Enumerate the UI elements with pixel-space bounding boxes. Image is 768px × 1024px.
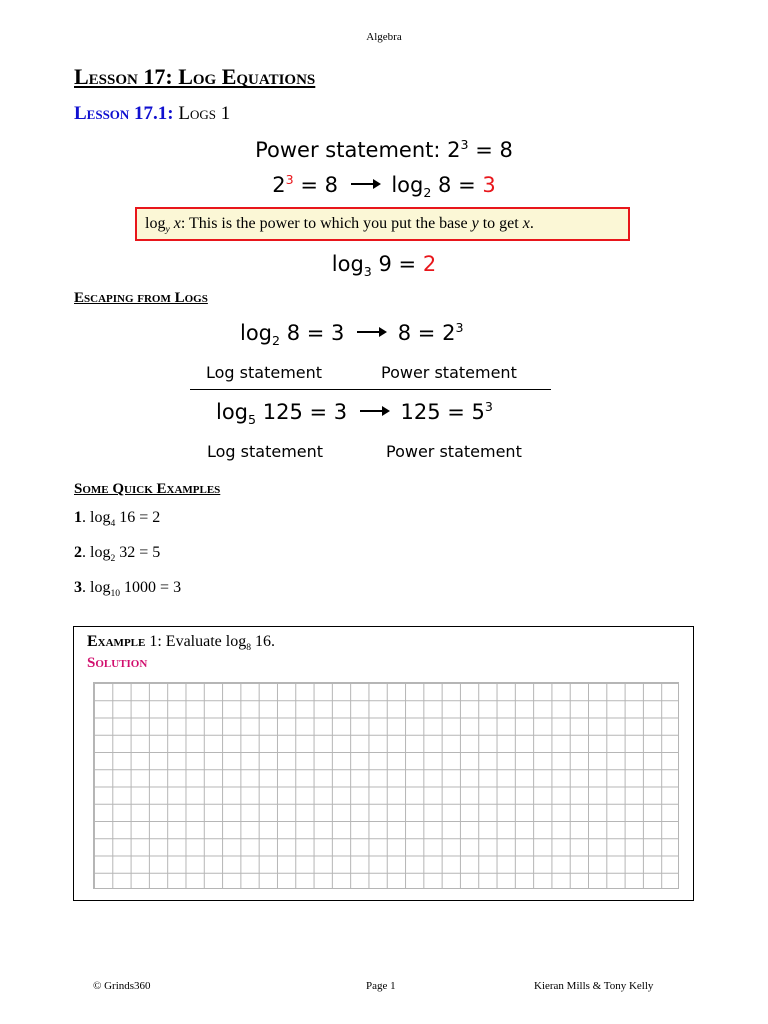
conv-log-base: 2 bbox=[423, 185, 432, 201]
escape-row2 bbox=[216, 399, 493, 428]
conv-log: log bbox=[391, 173, 424, 197]
quick-examples-heading: Some Quick Examples bbox=[74, 481, 221, 497]
row1-left: 8 = 3 bbox=[286, 321, 345, 345]
arrow-icon bbox=[360, 410, 388, 412]
power-statement bbox=[0, 138, 768, 162]
def-log: log bbox=[145, 215, 166, 232]
subsection-number: Lesson 17.1: bbox=[74, 103, 174, 124]
row1-exp: 3 bbox=[455, 320, 464, 335]
row2-base: 5 bbox=[248, 412, 257, 428]
row2-label-left: Log statement bbox=[207, 442, 324, 461]
example-log: log bbox=[225, 633, 247, 650]
qe1-num: 1 bbox=[74, 509, 82, 526]
qe1-base: 4 bbox=[110, 518, 116, 530]
qe3-rest: 1000 = 3 bbox=[124, 579, 182, 596]
conv-exp: 3 bbox=[285, 172, 294, 187]
qe2-num: 2 bbox=[74, 544, 82, 561]
lesson-title: Lesson 17: Log Equations bbox=[74, 64, 316, 89]
quick-example-1: 1. $\log_4 16 = 2$ bbox=[74, 509, 161, 530]
subsection-heading bbox=[74, 103, 230, 125]
arrow-icon bbox=[357, 331, 385, 333]
example-num: 1 bbox=[149, 633, 158, 650]
log3-example bbox=[0, 252, 768, 280]
quick-example-2: 2. $\log_2 32 = 5$ bbox=[74, 544, 161, 565]
power-base: 2 bbox=[447, 138, 461, 162]
footer-left: © Grinds360 bbox=[93, 980, 151, 992]
def-var: x bbox=[173, 215, 181, 232]
row1-log: log bbox=[240, 321, 273, 345]
row1-label-left: Log statement bbox=[206, 363, 323, 382]
running-header: Algebra bbox=[366, 31, 402, 43]
row2-left: 125 = 3 bbox=[262, 400, 348, 424]
def-base-var: y bbox=[471, 215, 479, 232]
example-text: : Evaluate bbox=[157, 633, 222, 650]
footer-center: Page 1 bbox=[366, 980, 396, 992]
def-text-b: to get bbox=[482, 215, 519, 232]
quick-example-3: 3. $\log_{10} 1000 = 3$ bbox=[74, 579, 182, 600]
example-heading bbox=[87, 633, 276, 654]
conv-answer: 3 bbox=[482, 173, 496, 197]
conv-log-arg: 8 = bbox=[438, 173, 476, 197]
qe1-rest: 16 = 2 bbox=[119, 509, 161, 526]
def-sub: y bbox=[165, 224, 170, 236]
row2-log: log bbox=[216, 400, 249, 424]
log3-arg: 9 = bbox=[378, 252, 417, 276]
definition-box bbox=[135, 207, 630, 241]
example-label: Example bbox=[87, 633, 146, 650]
power-result: = 8 bbox=[475, 138, 513, 162]
log3-answer: 2 bbox=[422, 252, 437, 276]
row2-right: 125 = 5 bbox=[400, 400, 485, 424]
qe2-base: 2 bbox=[110, 553, 116, 565]
subsection-name: Logs 1 bbox=[178, 103, 231, 124]
qe2-rest: 32 = 5 bbox=[119, 544, 161, 561]
power-exp: 3 bbox=[460, 137, 469, 152]
conv-base: 2 bbox=[272, 173, 286, 197]
solution-label: Solution bbox=[87, 655, 148, 671]
qe3-log: log bbox=[90, 579, 111, 596]
row2-exp: 3 bbox=[484, 399, 493, 414]
log3-base: 3 bbox=[363, 264, 372, 280]
footer-right: Kieran Mills & Tony Kelly bbox=[534, 980, 654, 992]
work-grid[interactable] bbox=[93, 682, 679, 889]
row1-base: 2 bbox=[272, 333, 281, 349]
escape-row1 bbox=[240, 320, 464, 349]
qe1-log: log bbox=[90, 509, 111, 526]
conversion-line bbox=[0, 172, 768, 201]
log3-log: log bbox=[331, 252, 364, 276]
qe3-base: 10 bbox=[110, 588, 121, 600]
qe2-log: log bbox=[90, 544, 111, 561]
row1-right: 8 = 2 bbox=[397, 321, 456, 345]
conv-eq: = 8 bbox=[300, 173, 338, 197]
def-period: . bbox=[529, 215, 534, 232]
def-end-var: x bbox=[522, 215, 530, 232]
example-arg: 16. bbox=[255, 633, 276, 650]
example-base: 8 bbox=[246, 642, 252, 654]
row1-label-right: Power statement bbox=[381, 363, 517, 382]
divider-line bbox=[190, 389, 551, 390]
def-text-a: : This is the power to which you put the base bbox=[180, 215, 468, 232]
row2-label-right: Power statement bbox=[386, 442, 522, 461]
qe3-num: 3 bbox=[74, 579, 82, 596]
power-label: Power statement: bbox=[255, 138, 441, 162]
escaping-heading: Escaping from Logs bbox=[74, 290, 208, 306]
arrow-icon bbox=[351, 183, 379, 185]
